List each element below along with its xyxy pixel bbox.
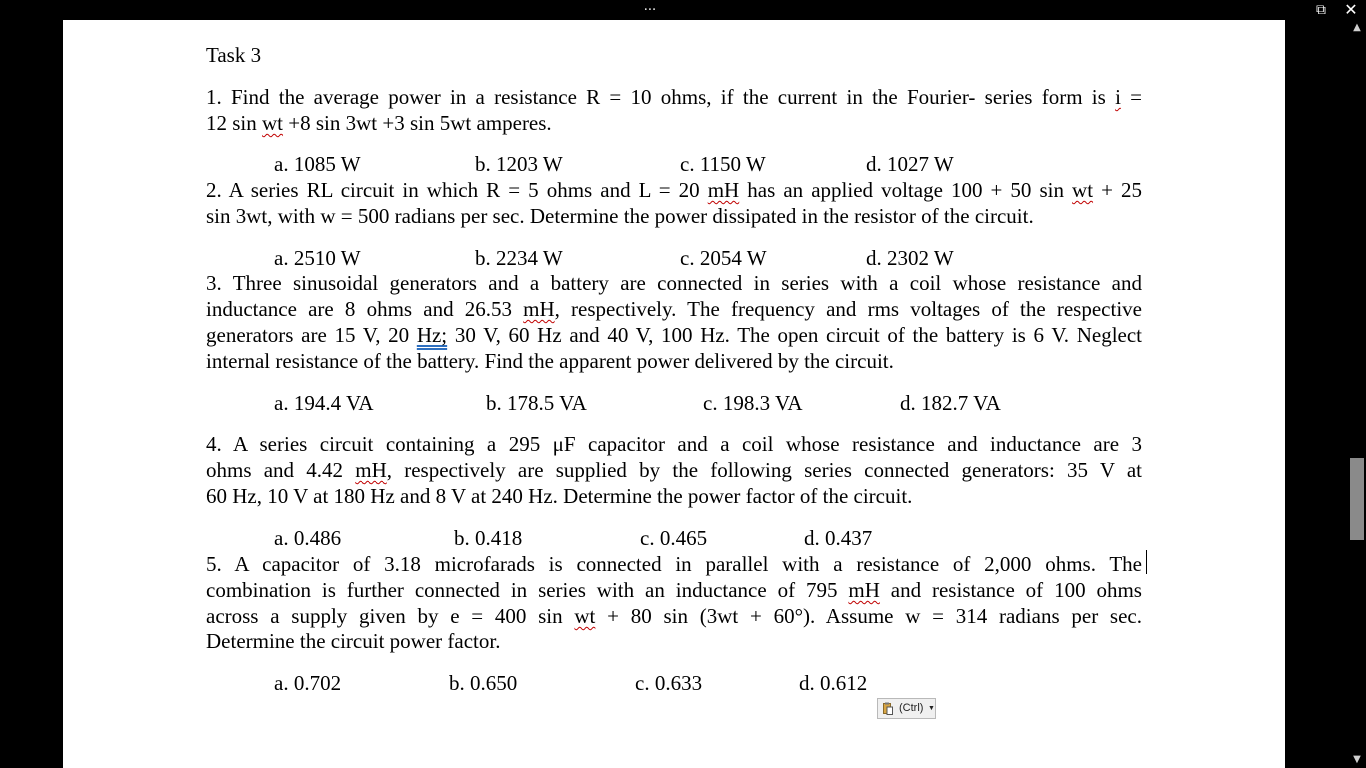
q5-option-a: a. 0.702 xyxy=(274,671,342,695)
paste-options-button[interactable] xyxy=(877,698,936,719)
q2-option-d: d. 2302 W xyxy=(866,246,954,270)
q5-option-b: b. 0.650 xyxy=(449,671,518,695)
q3-option-a: a. 194.4 VA xyxy=(274,391,374,415)
spelling-flag[interactable]: mH xyxy=(523,297,555,321)
question-4-line-1: 4. A series circuit containing a 295 μF capacitor and a coil whose resistance and inductance are 3 xyxy=(206,432,1142,456)
spelling-flag[interactable]: mH xyxy=(707,178,740,202)
question-1-line-2: 12 sin wt +8 sin 3wt +3 sin 5wt amperes. xyxy=(206,111,552,135)
grammar-flag[interactable]: Hz; xyxy=(416,323,448,347)
text-cursor xyxy=(1146,550,1147,574)
clipboard-icon xyxy=(883,702,893,715)
question-4-line-3: 60 Hz, 10 V at 180 Hz and 8 V at 240 Hz. Determine the power factor of the circuit. xyxy=(206,484,913,508)
question-5-line-3: across a supply given by e = 400 sin wt + 80 sin (3wt + 60°). Assume w = 314 radians per sec. xyxy=(206,604,1142,628)
spelling-flag[interactable]: i xyxy=(1115,85,1121,109)
q3-option-d: d. 182.7 VA xyxy=(900,391,1001,415)
paste-options-label: (Ctrl) xyxy=(899,702,924,714)
more-options-icon[interactable]: ... xyxy=(643,0,657,14)
scroll-down-icon[interactable]: ▼ xyxy=(1353,754,1361,765)
question-5-line-2: combination is further connected in series with an inductance of 795 mH and resistance of 100 ohms xyxy=(206,578,1142,602)
spelling-flag[interactable]: mH xyxy=(848,578,880,602)
q1-option-c: c. 1150 W xyxy=(680,152,766,176)
question-1-line-1: 1. Find the average power in a resistance R = 10 ohms, if the current in the Fourier- series form is i = xyxy=(206,85,1143,109)
q5-option-c: c. 0.633 xyxy=(635,671,703,695)
restore-window-button[interactable]: ⧉ xyxy=(1316,2,1326,18)
q1-option-d: d. 1027 W xyxy=(866,152,954,176)
q2-option-a: a. 2510 W xyxy=(274,246,361,270)
spelling-flag[interactable]: wt xyxy=(1072,178,1094,202)
q5-option-d: d. 0.612 xyxy=(799,671,868,695)
question-3-line-4: internal resistance of the battery. Find the apparent power delivered by the circuit. xyxy=(206,349,894,373)
close-window-button[interactable]: ✕ xyxy=(1344,0,1358,19)
q4-option-c: c. 0.465 xyxy=(640,526,708,550)
q3-option-b: b. 178.5 VA xyxy=(486,391,587,415)
question-2-line-1: 2. A series RL circuit in which R = 5 ohms and L = 20 mH has an applied voltage 100 + 50 sin wt + 25 xyxy=(206,178,1142,202)
q1-option-a: a. 1085 W xyxy=(274,152,361,176)
chevron-down-icon: ▼ xyxy=(928,705,935,712)
spelling-flag[interactable]: wt xyxy=(262,111,284,135)
spelling-flag[interactable]: wt xyxy=(574,604,596,628)
q4-option-d: d. 0.437 xyxy=(804,526,873,550)
question-5-line-4: Determine the circuit power factor. xyxy=(206,629,501,653)
q4-option-b: b. 0.418 xyxy=(454,526,523,550)
question-3-line-2: inductance are 8 ohms and 26.53 mH, respectively. The frequency and rms voltages of the respective xyxy=(206,297,1142,321)
question-3-line-1: 3. Three sinusoidal generators and a battery are connected in series with a coil whose resistance and xyxy=(206,271,1142,295)
scroll-up-icon[interactable]: ▲ xyxy=(1353,22,1361,33)
q4-option-a: a. 0.486 xyxy=(274,526,342,550)
vertical-scrollbar[interactable] xyxy=(1348,20,1366,768)
q2-option-c: c. 2054 W xyxy=(680,246,767,270)
q2-option-b: b. 2234 W xyxy=(475,246,563,270)
scrollbar-thumb[interactable] xyxy=(1350,458,1364,540)
question-2-line-2: sin 3wt, with w = 500 radians per sec. Determine the power dissipated in the resistor of the circuit. xyxy=(206,204,1034,228)
q1-option-b: b. 1203 W xyxy=(475,152,563,176)
spelling-flag[interactable]: mH xyxy=(355,458,387,482)
window-title-bar xyxy=(0,0,1366,20)
q3-option-c: c. 198.3 VA xyxy=(703,391,803,415)
question-3-line-3: generators are 15 V, 20 Hz; 30 V, 60 Hz and 40 V, 100 Hz. The open circuit of the battery is 6 V. Neglect xyxy=(206,323,1143,347)
question-4-line-2: ohms and 4.42 mH, respectively are supplied by the following series connected generators: 35 V at xyxy=(206,458,1143,482)
document-title: Task 3 xyxy=(206,43,262,67)
question-5-line-1: 5. A capacitor of 3.18 microfarads is connected in parallel with a resistance of 2,000 ohms. The xyxy=(206,552,1142,576)
